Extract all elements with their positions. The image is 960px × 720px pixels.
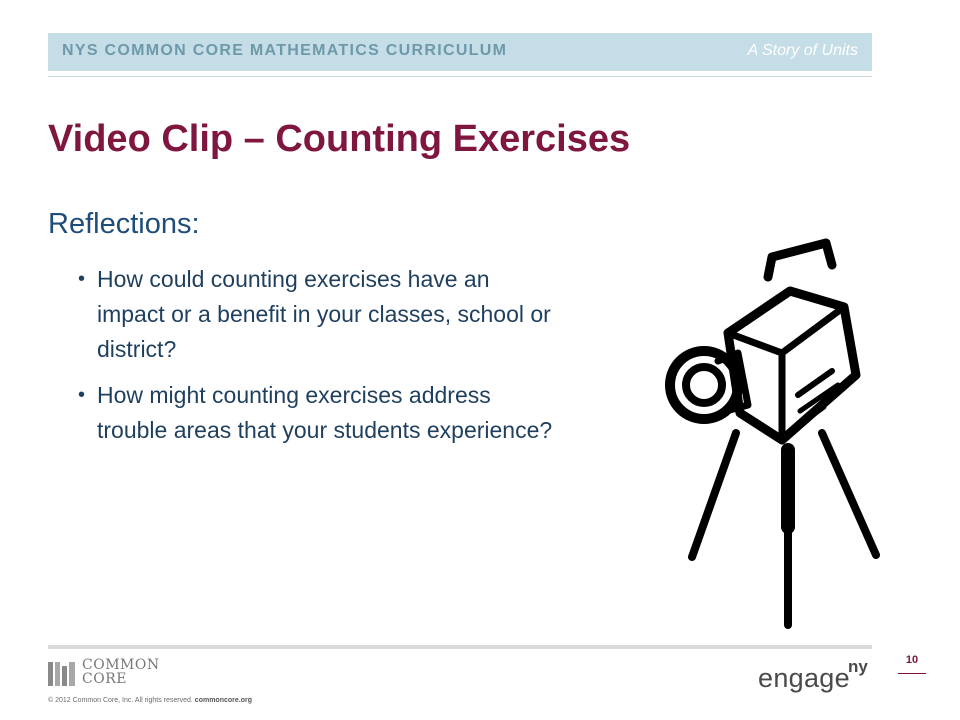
header-divider (48, 76, 872, 77)
bullet-icon: • (78, 268, 86, 290)
engageny-logo (758, 657, 878, 691)
logo-line-common: COMMON (82, 657, 160, 673)
reflection-list (78, 262, 558, 459)
curriculum-title: NYS COMMON CORE MATHEMATICS CURRICULUM (62, 42, 508, 59)
common-core-logo (48, 658, 178, 688)
page-number: 10 (905, 654, 919, 666)
list-item (78, 378, 558, 448)
bullet-text: How could counting exercises have an impact or a benefit in your classes, school or district? (97, 266, 551, 362)
bullet-icon: • (78, 384, 86, 406)
bullet-text: How might counting exercises address trouble areas that your students experience? (97, 382, 553, 443)
list-item (78, 262, 558, 367)
page-number-underline (898, 673, 926, 674)
ny-superscript: ny (848, 657, 868, 676)
video-camera-icon (660, 235, 880, 630)
common-core-logo-icon (48, 662, 76, 686)
copyright-site: commoncore.org (194, 697, 252, 704)
copyright-text: © 2012 Common Core, Inc. All rights reserved. (48, 697, 193, 704)
header-band (48, 33, 872, 71)
reflections-heading: Reflections: (48, 208, 200, 240)
engage-wordmark: engage (758, 663, 850, 693)
logo-line-core: CORE (82, 671, 127, 687)
slide-title: Video Clip – Counting Exercises (48, 118, 631, 160)
copyright-notice (48, 697, 252, 704)
series-title: A Story of Units (747, 42, 858, 59)
footer-divider (48, 645, 872, 649)
